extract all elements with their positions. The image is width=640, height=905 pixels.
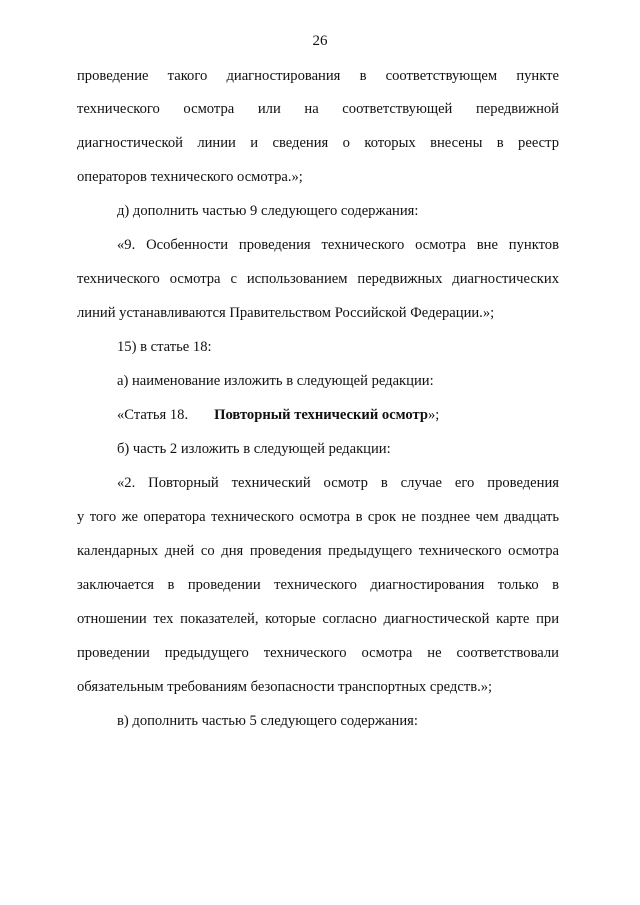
text-line: календарных дней со дня проведения предыдущего технического осмотра bbox=[77, 543, 559, 559]
text-line: в) дополнить частью 5 следующего содержания: bbox=[117, 713, 418, 729]
text-line: технического осмотра или на соответствующей передвижной bbox=[77, 101, 559, 117]
text-line: д) дополнить частью 9 следующего содержания: bbox=[117, 203, 419, 219]
text-line: обязательным требованиям безопасности транспортных средств.»; bbox=[77, 679, 493, 695]
text-line: 15) в статье 18: bbox=[117, 339, 212, 355]
article-heading-line bbox=[117, 405, 559, 425]
text-line: линий устанавливаются Правительством Российской Федерации.»; bbox=[77, 305, 495, 321]
text-line: проведении предыдущего технического осмотра не соответствовали bbox=[77, 645, 559, 661]
page-number: 26 bbox=[312, 33, 328, 49]
text-line: проведение такого диагностирования в соответствующем пункте bbox=[77, 68, 559, 84]
text-line: заключается в проведении технического диагностирования только в bbox=[77, 577, 559, 593]
text-line: технического осмотра с использованием передвижных диагностических bbox=[77, 271, 559, 287]
text-line: диагностической линии и сведения о которых внесены в реестр bbox=[77, 135, 559, 151]
text-line: а) наименование изложить в следующей редакции: bbox=[117, 373, 434, 389]
text-line: б) часть 2 изложить в следующей редакции: bbox=[117, 441, 391, 457]
text-line: «9. Особенности проведения технического осмотра вне пунктов bbox=[117, 237, 559, 253]
article-number: «Статья 18. bbox=[117, 407, 189, 423]
text-line: «2. Повторный технический осмотр в случае его проведения bbox=[117, 475, 559, 491]
text-line: у того же оператора технического осмотра в срок не позднее чем двадцать bbox=[77, 509, 559, 525]
text-line: отношении тех показателей, которые согласно диагностической карте при bbox=[77, 611, 559, 627]
closing-quote: »; bbox=[428, 407, 440, 423]
text-line: операторов технического осмотра.»; bbox=[77, 169, 303, 185]
article-title: Повторный технический осмотр bbox=[214, 407, 428, 423]
